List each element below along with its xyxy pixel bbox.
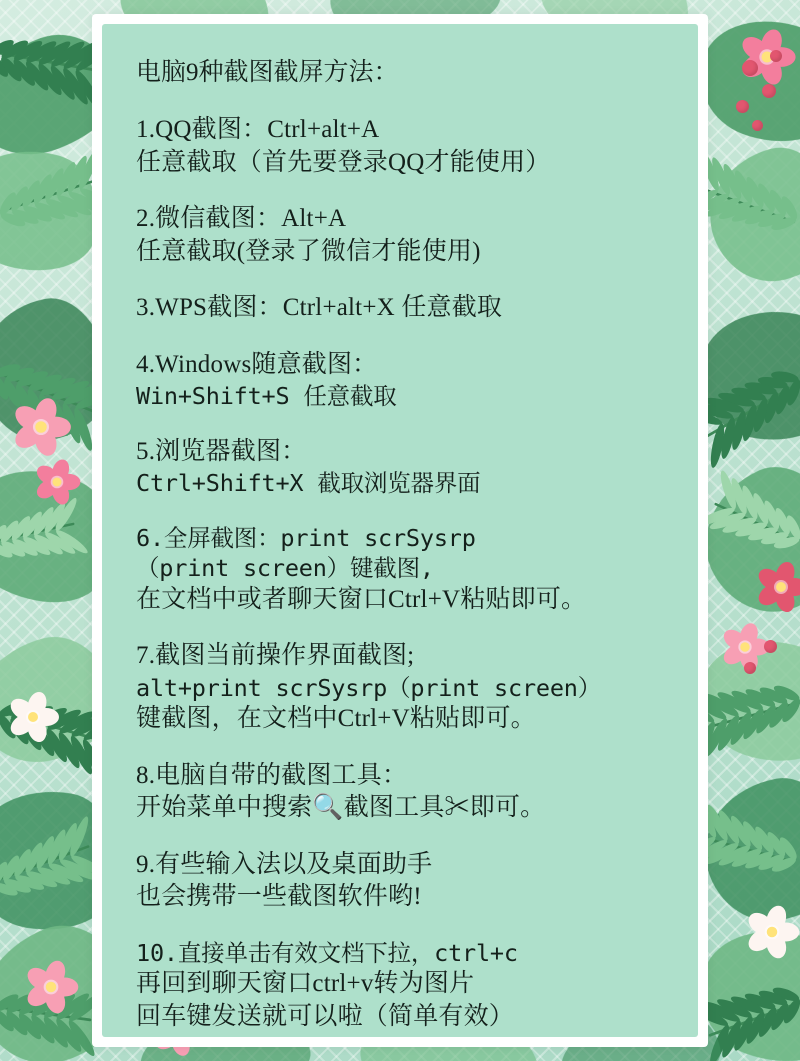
berry-icon xyxy=(742,60,758,76)
item-line: Ctrl+Shift+X 截取浏览器界面 xyxy=(136,469,481,498)
list-item xyxy=(136,640,680,736)
item-line: 4.Windows随意截图： xyxy=(136,350,378,378)
item-line: 5.浏览器截图： xyxy=(136,437,307,465)
flower-icon xyxy=(33,458,82,507)
berry-icon xyxy=(736,100,749,113)
item-line: 回车键发送就可以啦（简单有效） xyxy=(136,1002,515,1030)
item-line: Win+Shift+S 任意截取 xyxy=(136,382,397,410)
item-line: 1.QQ截图：Ctrl+alt+A xyxy=(136,116,380,143)
flower-icon xyxy=(737,27,796,86)
berry-icon xyxy=(764,640,777,653)
content-panel xyxy=(102,24,698,1037)
list-item xyxy=(136,203,680,268)
flower-icon xyxy=(744,904,800,961)
flower-icon xyxy=(23,959,80,1016)
list-item xyxy=(136,436,680,499)
berry-icon xyxy=(762,84,776,98)
item-line: alt+print scrSysrp（print screen） xyxy=(136,673,602,702)
text-content xyxy=(136,52,680,1037)
item-line: 再回到聊天窗口ctrl+v转为图片 xyxy=(136,970,475,998)
berry-icon xyxy=(752,120,763,131)
list-item xyxy=(136,349,680,412)
item-line: （print screen）键截图, xyxy=(136,554,434,583)
list-item xyxy=(136,292,680,325)
item-line: 2.微信截图：Alt+A xyxy=(136,205,347,232)
item-line: 8.电脑自带的截图工具： xyxy=(136,761,408,789)
flower-icon xyxy=(754,560,800,614)
item-line: 6.全屏截图：print scrSysrp xyxy=(136,523,476,552)
flower-icon xyxy=(6,690,60,744)
list-item xyxy=(136,523,680,617)
item-line: 任意截取(登录了微信才能使用) xyxy=(136,237,481,265)
list-item xyxy=(136,938,680,1034)
item-line: 也会携带一些截图软件哟! xyxy=(136,883,422,911)
item-line: 任意截取（首先要登录QQ才能使用） xyxy=(136,148,551,176)
item-line: 在文档中或者聊天窗口Ctrl+V粘贴即可。 xyxy=(136,585,587,613)
list-item xyxy=(136,760,680,825)
list-item xyxy=(136,849,680,914)
item-line: 9.有些输入法以及桌面助手 xyxy=(136,850,433,878)
item-line: 10.直接单击有效文档下拉，ctrl+c xyxy=(136,938,518,967)
item-line: 7.截图当前操作界面截图; xyxy=(136,642,415,670)
content-card xyxy=(92,14,708,1047)
item-line: 键截图，在文档中Ctrl+V粘贴即可。 xyxy=(136,705,536,733)
page-title: 电脑9种截图截屏方法： xyxy=(136,59,399,86)
flower-icon xyxy=(10,396,72,458)
item-line: 3.WPS截图：Ctrl+alt+X 任意截取 xyxy=(136,294,503,321)
berry-icon xyxy=(744,662,756,674)
list-item xyxy=(136,114,680,179)
berry-icon xyxy=(770,50,782,62)
item-line: 开始菜单中搜索🔍截图工具✂即可。 xyxy=(136,794,546,822)
